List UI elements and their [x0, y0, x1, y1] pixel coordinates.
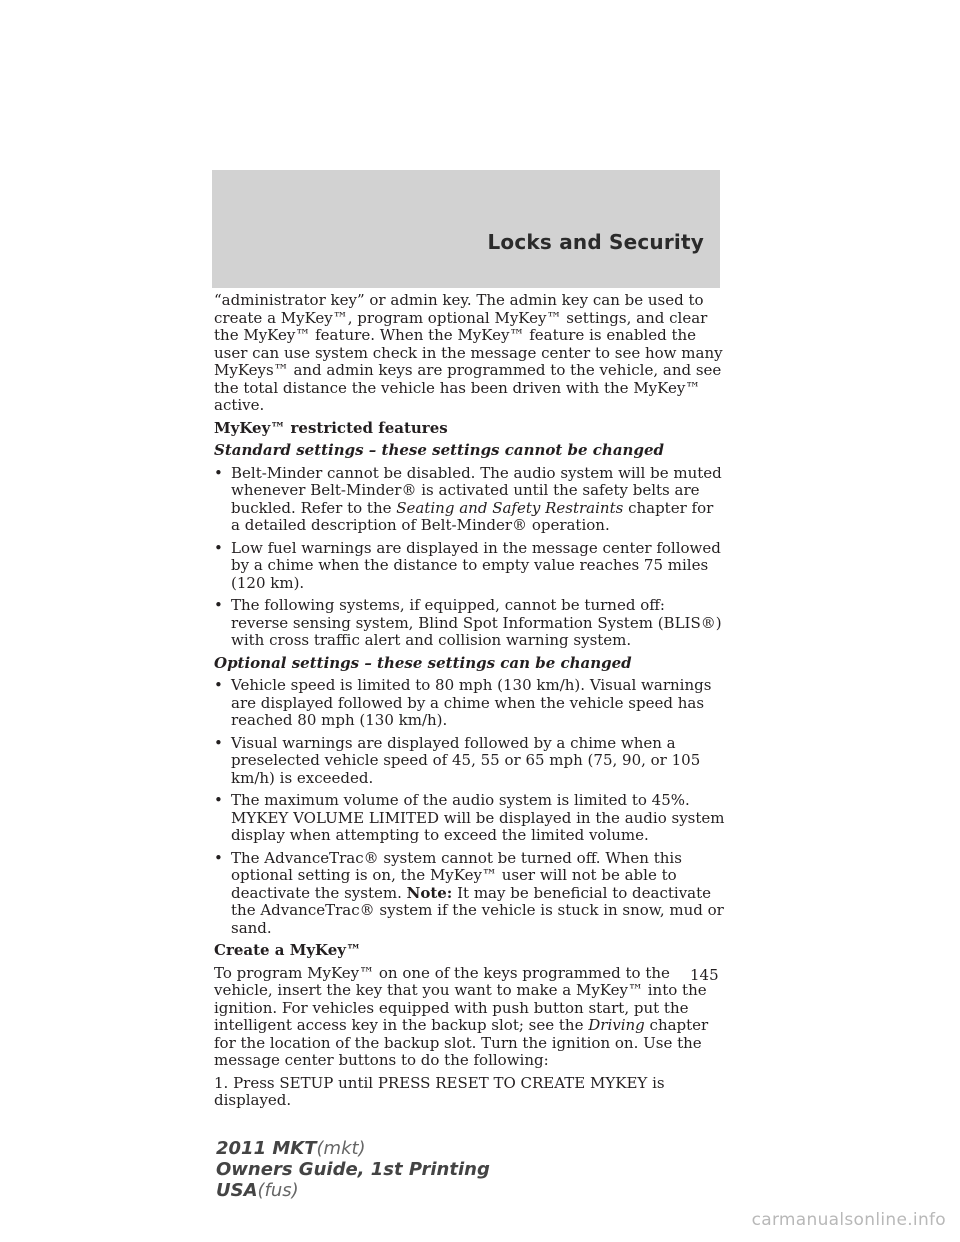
list-item: • Vehicle speed is limited to 80 mph (130 km/h). Visual warnings are displayed followed by a chime when the vehicle speed has reached 80 mph (130 km/h).: [214, 676, 712, 729]
bullet-icon: •: [214, 676, 223, 694]
list-item: • The AdvanceTrac® system cannot be turned off. When this optional setting is on, the MyKey™ user will not be able to deactivate the system. Note: It may be beneficial to deactivate the AdvanceTrac® system if the vehicle is stuck in snow, mud or sand.: [214, 848, 724, 937]
list-item: • Belt-Minder cannot be disabled. The audio system will be muted whenever Belt-Minder® is activated until the safety belts are buckled. Refer to the Seating and Safety Restraints chapter for a detailed description of Belt-Minder® operation.: [214, 463, 722, 534]
create-mykey-paragraph: To program MyKey™ on one of the keys programmed to the vehicle, insert the key that you want to make a MyKey™ into the ignition. For vehicles equipped with push button start, put the intelligent access key in the backup slot; see the Driving chapter for the location of the backup slot. Turn the ignition on. Use the message center buttons to do the following:: [214, 963, 709, 1069]
chapter-reference: Seating and Safety Restraints: [396, 498, 624, 517]
restricted-features-heading: MyKey™ restricted features: [214, 418, 448, 437]
section-title: Locks and Security: [487, 230, 704, 254]
standard-settings-heading: Standard settings – these settings cannot be changed: [214, 441, 664, 459]
bullet-icon: •: [214, 848, 223, 867]
bullet-icon: •: [214, 538, 223, 557]
page-number: 145: [690, 966, 719, 984]
chapter-reference: Driving: [588, 1016, 645, 1034]
bullet-icon: •: [214, 463, 223, 482]
bullet-icon: •: [214, 596, 223, 614]
bullet-icon: •: [214, 791, 223, 809]
list-item: • The following systems, if equipped, cannot be turned off: reverse sensing system, Blind Spot Information System (BLIS®) with cross traffic alert and collision warning system.: [214, 596, 722, 649]
watermark: carmanualsonline.info: [751, 1210, 946, 1230]
header-band: [212, 170, 720, 288]
create-mykey-heading: Create a MyKey™: [214, 941, 362, 959]
intro-paragraph: “administrator key” or admin key. The admin key can be used to create a MyKey™, program optional MyKey™ settings, and clear the MyKey™ feature. When the MyKey™ feature is enabled the user can use system check in the message center to see how many MyKeys™ and admin keys are programmed to the vehicle, and see the total distance the vehicle has been driven with the MyKey™ active.: [214, 291, 723, 414]
bullet-icon: •: [214, 733, 223, 752]
list-item: • The maximum volume of the audio system is limited to 45%. MYKEY VOLUME LIMITED will be displayed in the audio system display when attempting to exceed the limited volume.: [214, 791, 725, 844]
print-footer: 2011 MKT(mkt) Owners Guide, 1st Printing USA(fus): [216, 1138, 490, 1201]
page-content: [214, 292, 726, 1115]
list-item: • Low fuel warnings are displayed in the message center followed by a chime when the distance to empty value reaches 75 miles (120 km).: [214, 538, 721, 592]
optional-settings-heading: Optional settings – these settings can be changed: [214, 653, 632, 672]
step-1: 1. Press SETUP until PRESS RESET TO CREATE MYKEY is displayed.: [214, 1073, 665, 1109]
list-item: • Visual warnings are displayed followed by a chime when a preselected vehicle speed of 45, 55 or 65 mph (75, 90, or 105 km/h) is exceeded.: [214, 733, 701, 787]
note-label: Note:: [406, 883, 453, 902]
